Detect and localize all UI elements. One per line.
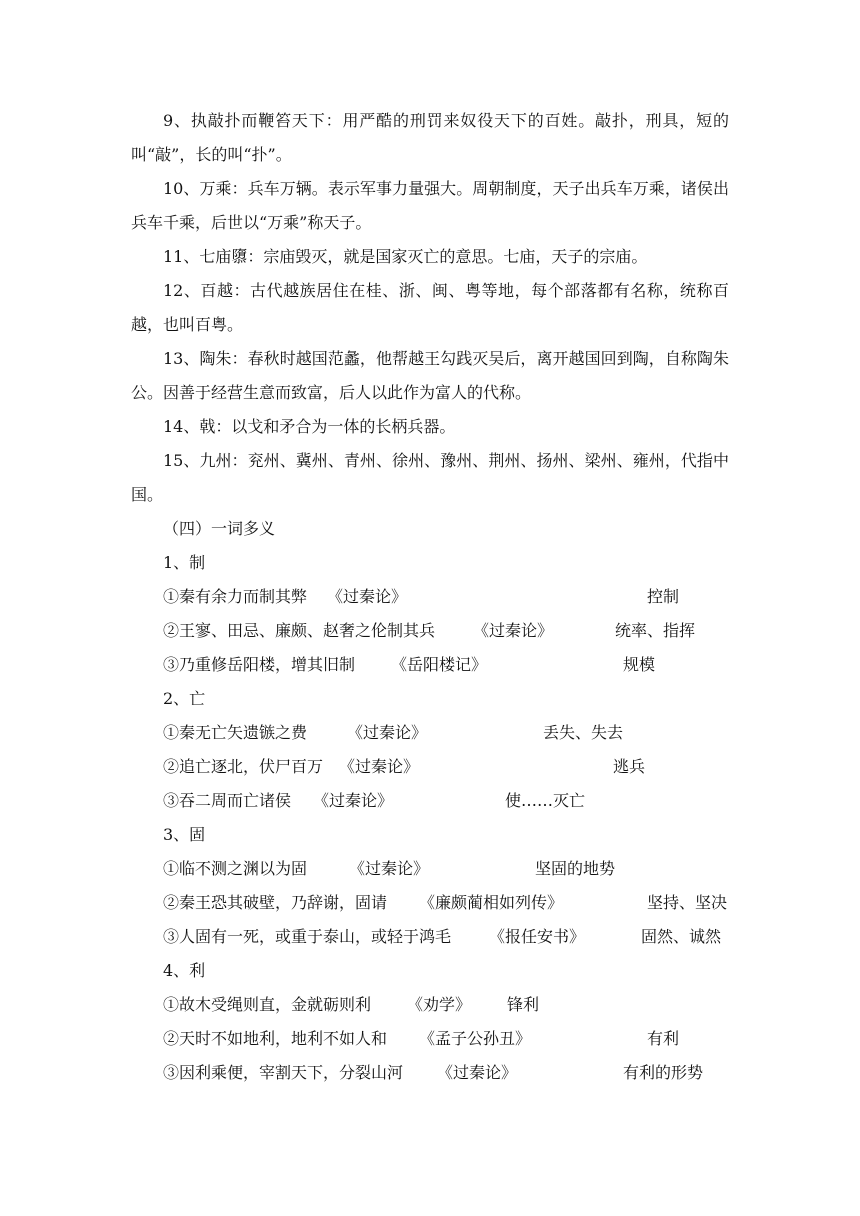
- example-source: 《过秦论》: [339, 757, 420, 776]
- note-paragraph: 15、九州：兖州、冀州、青州、徐州、豫州、荆州、扬州、梁州、雍州，代指中国。: [131, 451, 729, 504]
- note-paragraph: 10、万乘：兵车万辆。表示军事力量强大。周朝制度，天子出兵车万乘，诸侯出兵车千乘，后世以“万乘”称天子。: [131, 179, 729, 232]
- example-row: [163, 648, 656, 682]
- example-meaning: 统率、指挥: [615, 621, 696, 640]
- note-paragraph: 13、陶朱：春秋时越国范蠡，他帮越王勾践灭吴后，离开越国回到陶，自称陶朱公。因善于经营生意而致富，后人以此作为富人的代称。: [131, 349, 729, 402]
- example-meaning: 坚固的地势: [535, 859, 616, 878]
- note-paragraph: 11、七庙隳：宗庙毁灭，就是国家灭亡的意思。七庙，天子的宗庙。: [163, 247, 648, 266]
- example-source: 《劝学》: [407, 995, 472, 1014]
- example-meaning: 使……灭亡: [505, 791, 586, 810]
- example-meaning: 有利: [647, 1029, 680, 1048]
- word-heading: 3、固: [163, 825, 206, 844]
- example-source: 《过秦论》: [437, 1063, 518, 1082]
- example-row: [163, 988, 540, 1022]
- example-meaning: 坚持、坚决: [647, 893, 728, 912]
- word-heading: 1、制: [163, 553, 206, 572]
- example-meaning: 逃兵: [613, 757, 646, 776]
- example-source: 《报任安书》: [489, 927, 586, 946]
- example-meaning: 锋利: [507, 995, 540, 1014]
- example-sentence: ③因利乘便，宰割天下，分裂山河: [163, 1063, 404, 1082]
- section-title: （四）一词多义: [163, 519, 276, 538]
- example-sentence: ②追亡逐北，伏尸百万: [163, 757, 324, 776]
- example-row: [163, 614, 696, 648]
- example-source: 《廉颇蔺相如列传》: [419, 893, 564, 912]
- example-source: 《过秦论》: [327, 587, 408, 606]
- example-meaning: 有利的形势: [623, 1063, 704, 1082]
- example-source: 《孟子公孙丑》: [419, 1029, 532, 1048]
- example-source: 《过秦论》: [349, 859, 430, 878]
- example-row: [163, 920, 722, 954]
- example-source: 《过秦论》: [347, 723, 428, 742]
- example-source: 《过秦论》: [473, 621, 554, 640]
- example-row: [163, 852, 616, 886]
- example-row: [163, 716, 624, 750]
- example-row: [163, 784, 586, 818]
- example-sentence: ②天时不如地利，地利不如人和: [163, 1029, 388, 1048]
- example-source: 《过秦论》: [313, 791, 394, 810]
- example-row: [163, 1022, 680, 1056]
- example-row: [163, 750, 646, 784]
- note-paragraph: 12、百越：古代越族居住在桂、浙、闽、粤等地，每个部落都有名称，统称百越，也叫百粤。: [131, 281, 729, 334]
- example-source: 《岳阳楼记》: [391, 655, 488, 674]
- example-meaning: 丢失、失去: [543, 723, 624, 742]
- example-sentence: ③乃重修岳阳楼，增其旧制: [163, 655, 356, 674]
- example-row: [163, 580, 680, 614]
- example-meaning: 控制: [647, 587, 680, 606]
- example-sentence: ②王寥、田忌、廉颇、赵奢之伦制其兵: [163, 621, 436, 640]
- example-sentence: ①秦有余力而制其弊: [163, 587, 308, 606]
- example-row: [163, 1056, 704, 1090]
- note-paragraph: 9、执敲扑而鞭笞天下：用严酷的刑罚来奴役天下的百姓。敲扑，刑具，短的叫“敲”，长的叫“扑”。: [131, 111, 729, 164]
- word-heading: 4、利: [163, 961, 206, 980]
- example-row: [163, 886, 728, 920]
- example-meaning: 规模: [623, 655, 656, 674]
- example-sentence: ③人固有一死，或重于泰山，或轻于鸿毛: [163, 927, 452, 946]
- example-sentence: ①临不测之渊以为固: [163, 859, 308, 878]
- word-heading: 2、亡: [163, 689, 206, 708]
- example-sentence: ③吞二周而亡诸侯: [163, 791, 292, 810]
- example-sentence: ①故木受绳则直，金就砺则利: [163, 995, 372, 1014]
- note-paragraph: 14、戟：以戈和矛合为一体的长柄兵器。: [163, 417, 456, 436]
- example-sentence: ②秦王恐其破壁，乃辞谢，固请: [163, 893, 388, 912]
- example-sentence: ①秦无亡矢遗镞之费: [163, 723, 308, 742]
- example-meaning: 固然、诚然: [641, 927, 722, 946]
